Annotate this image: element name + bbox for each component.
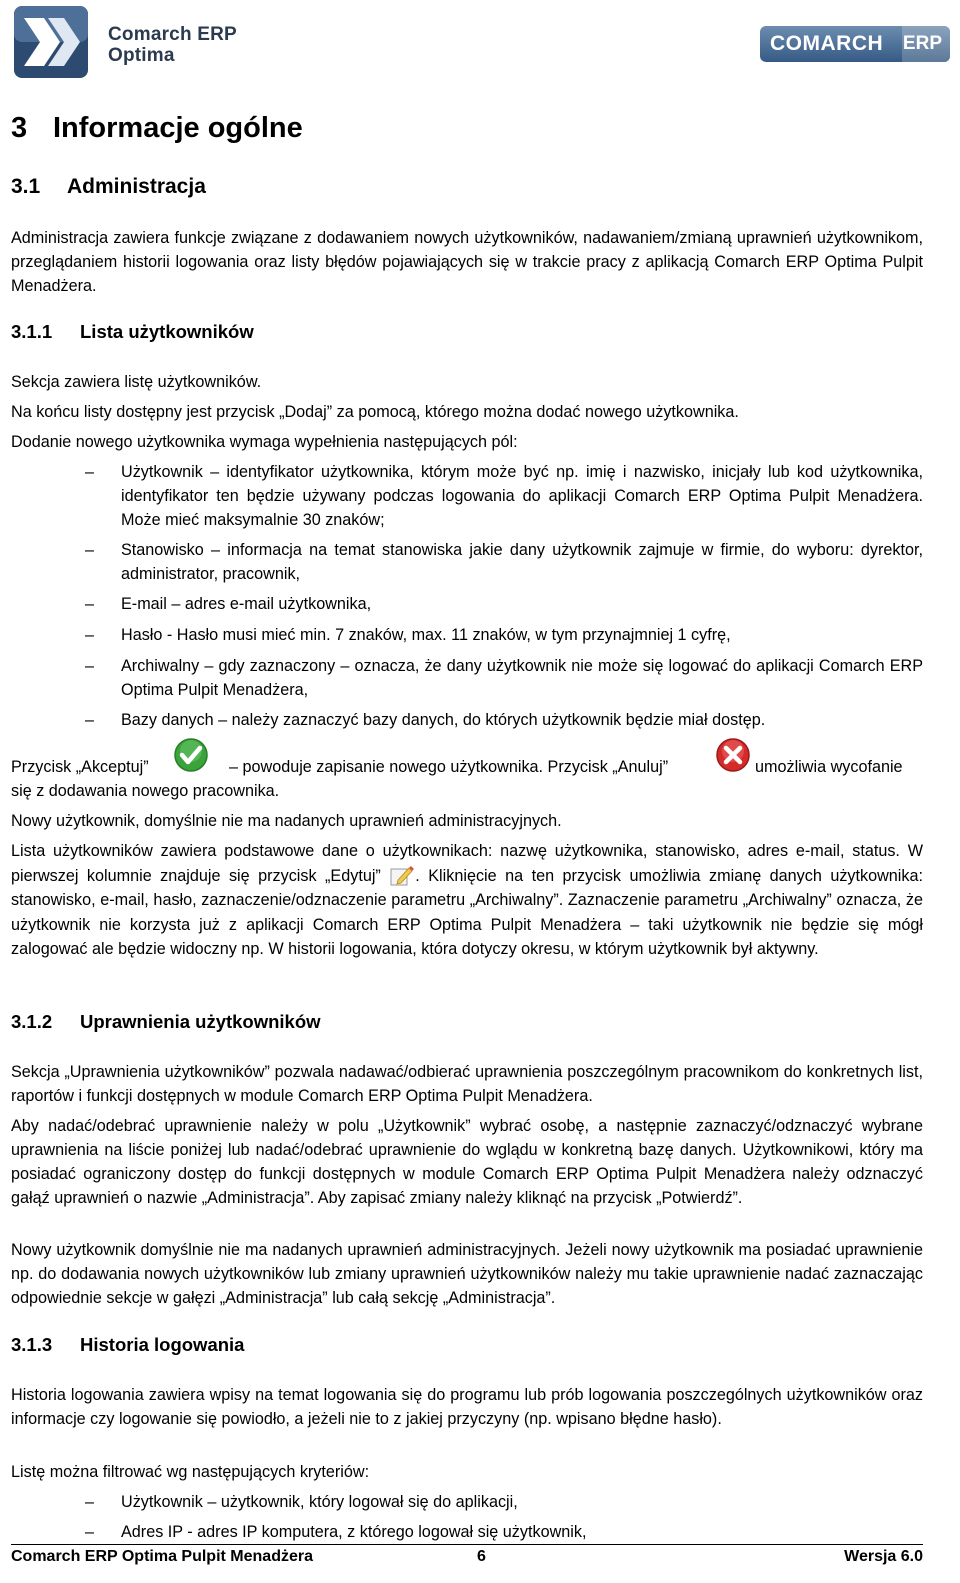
- comarch-erp-optima-logo: [14, 6, 254, 78]
- paragraph: Sekcja zawiera listę użytkowników.: [11, 373, 262, 391]
- paragraph: Nowy użytkownik, domyślnie nie ma nadanych uprawnień administracyjnych.: [11, 812, 562, 830]
- subsection-heading-3-1-1: 3.1.1 Lista użytkowników: [11, 321, 254, 342]
- document-page: Comarch ERP Optima COMARCH ERP 3 Informacje ogólne 3.1 Administracja Administracja zawiera funkcje związane z dodawaniem nowych użytkowników, nadawaniem/zmianą uprawnień użytkownikom, przeglądaniem historii logowania oraz listy błędów pojawiających się w trakcie pracy z aplikacją Comarch ERP Optima Pulpit Menadżera. 3.1.1 Lista użytkowników Sekcja zawiera listę użytkowników. Na końcu listy dostępny jest przycisk „Dodaj” za pomocą, którego można dodać nowego użytkownika. Dodanie nowego użytkownika wymaga wypełnienia następujących pól: – Użytkownik – identyfikator użytkownika, którym może być np. imię i nazwisko, inicjały lub kod użytkownika, identyfikator ten będzie używany podczas logowania do aplikacji Comarch ERP Optima Pulpit Menadżera. Może mieć maksymalnie 30 znaków; – Stanowisko – informacja na temat stanowiska jakie dany użytkownik zajmuje w firmie, do wyboru: dyrektor, administrator, pracownik, – E-mail – adres e-mail użytkownika, – Hasło - Hasło musi mieć min. 7 znaków, max. 11 znaków, w tym przynajmniej 1 cyfrę, – Archiwalny – gdy zaznaczony – oznacza, że dany użytkownik nie może się logować do aplikacji Comarch ERP Optima Pulpit Menadżera, – Bazy danych – należy zaznaczyć bazy danych, do których użytkownik będzie miał dostęp. Przycisk „Akceptuj” – powoduje zapisanie nowego użytkownika. Przycisk „Anuluj” umożliwia wycofanie się z dodawania nowego pracownika. Nowy użytkownik, domyślnie nie ma nadanych uprawnień administracyjnych. Lista użytkowników zawiera podstawowe dane o użytkownikach: nazwę użytkownika, stanowisko, adres e-mail, status. W pierwszej kolumnie znajduje się przycisk „Edytuj” . Kliknięcie na ten przycisk umożliwia zmianę danych użytkownika: stanowisko, e-mail, hasło, zaznaczenie/odznaczenie parametru „Archiwalny”. Zaznaczenie parametru „Archiwalny” oznacza, że użytkownik nie korzysta już z aplikacji Comarch ERP Optima Pulpit Menadżera – taki użytkownik nie będzie się mógł zalogować ale będzie widoczny np. W historii logowania, która dotyczy okresu, w którym użytkownik był aktywny. 3.1.2 Uprawnienia użytkowników Sekcja „Uprawnienia użytkowników” pozwala nadawać/odbierać uprawnienia poszczególnym pracownikom do konkretnych list, raportów i funkcji dostępnych w module Comarch ERP Optima Pulpit Menadżera. Aby nadać/odebrać uprawnienie należy w polu „Użytkownik” wybrać osobę, a następnie zaznaczyć/odznaczyć wybrane uprawnienia na liście poniżej lub nadać/odebrać uprawnienie do wglądu w konkretną bazę danych. Użytkownikowi, który ma posiadać ograniczony dostęp do funkcji dostępnych w module Comarch ERP Optima Pulpit Menadżera należy odznaczyć gałąź uprawnień o nazwie „Administracja”. Aby zapisać zmiany należy kliknąć na przycisk „Potwierdź”. Nowy użytkownik domyślnie nie ma nadanych uprawnień administracyjnych. Jeżeli nowy użytkownik ma posiadać uprawnienie np. do dodawania nowych użytkowników lub zmiany uprawnień użytkowników należy mu takie uprawnienie nadać zaznaczając odpowiednie sekcje w gałęzi „Administracja” lub całą sekcję „Administracja”. 3.1.3 Historia logowania Historia logowania zawiera wpisy na temat logowania się do programu lub prób logowania poszczególnych użytkowników oraz informacje czy logowanie się powiodło, a jeżeli nie to z jakiej przyczyny (np. wpisano błędne hasło). Listę można filtrować wg następujących kryteriów: – Użytkownik – użytkownik, który logował się do aplikacji, – Adres IP - adres IP komputera, z którego logował się użytkownik, Comarch ERP Optima Pulpit Menadżera 6 Wersja 6.0: [0, 0, 960, 1583]
- paragraph: Historia logowania zawiera wpisy na temat logowania się do programu lub prób logowania poszczególnych użytkowników oraz informacje czy logowanie się powiodło, a jeżeli nie to z jakiej przyczyny (np. wpisano błędne hasło).: [11, 1386, 923, 1428]
- footer-product: Comarch ERP Optima Pulpit Menadżera: [11, 1548, 313, 1565]
- paragraph: Aby nadać/odebrać uprawnienie należy w polu „Użytkownik” wybrać osobę, a następnie zaznaczyć/odznaczyć wybrane uprawnienia na liście poniżej lub nadać/odebrać uprawnienie do wglądu w konkretną bazę danych. Użytkownikowi, który ma posiadać ograniczony dostęp do funkcji dostępnych w module Comarch ERP Optima Pulpit Menadżera należy odznaczyć gałąź uprawnień o nazwie „Administracja”. Aby zapisać zmiany należy kliknąć na przycisk „Potwierdź”.: [11, 1117, 923, 1207]
- paragraph-accept-line1: Przycisk „Akceptuj” – powoduje zapisanie nowego użytkownika. Przycisk „Anuluj”: [11, 755, 923, 779]
- logo-left-text: Comarch ERP Optima: [108, 24, 237, 66]
- comarch-logo-text: COMARCH: [770, 32, 884, 55]
- footer-page-number: 6: [477, 1548, 486, 1565]
- edit-pencil-icon: [390, 865, 414, 887]
- paragraph: Nowy użytkownik domyślnie nie ma nadanych uprawnień administracyjnych. Jeżeli nowy użytkownik ma posiadać uprawnienie np. do dodawania nowych użytkowników lub zmiany uprawnień użytkowników należy mu takie uprawnienie nadać zaznaczając odpowiednie sekcje w gałęzi „Administracja” lub całą sekcję „Administracja”.: [11, 1241, 923, 1307]
- section-heading: 3 Informacje ogólne: [11, 112, 303, 144]
- subsection-heading-3-1: 3.1 Administracja: [11, 175, 206, 198]
- subsection-heading-3-1-2: 3.1.2 Uprawnienia użytkowników: [11, 1011, 321, 1032]
- subsection-heading-3-1-3: 3.1.3 Historia logowania: [11, 1334, 245, 1355]
- paragraph: Na końcu listy dostępny jest przycisk „Dodaj” za pomocą, którego można dodać nowego użytkownika.: [11, 403, 739, 421]
- administracja-intro: Administracja zawiera funkcje związane z dodawaniem nowych użytkowników, nadawaniem/zmianą uprawnień użytkownikom, przeglądaniem historii logowania oraz listy błędów pojawiających się w trakcie pracy z aplikacją Comarch ERP Optima Pulpit Menadżera.: [11, 229, 923, 295]
- paragraph: Sekcja „Uprawnienia użytkowników” pozwala nadawać/odbierać uprawnienia poszczególnym pracownikom do konkretnych list, raportów i funkcji dostępnych w module Comarch ERP Optima Pulpit Menadżera.: [11, 1063, 923, 1105]
- paragraph-user-list: Lista użytkowników zawiera podstawowe dane o użytkownikach: nazwę użytkownika, stanowisko, adres e-mail, status. W pierwszej kolumnie znajduje się przycisk „Edytuj” . Kliknięcie na ten przycisk umożliwia zmianę danych użytkownika: stanowisko, e-mail, hasło, zaznaczenie/odznaczenie parametru „Archiwalny”. Zaznaczenie parametru „Archiwalny” oznacza, że użytkownik nie korzysta już z aplikacji Comarch ERP Optima Pulpit Menadżera – taki użytkownik nie będzie się mógł zalogować ale będzie widoczny np. W historii logowania, która dotyczy okresu, w którym użytkownik był aktywny.: [11, 842, 923, 958]
- paragraph-accept-line2: umożliwia wycofanie się z dodawania nowego pracownika.: [11, 758, 903, 800]
- comarch-logo-erp: ERP: [902, 33, 942, 54]
- paragraph: Listę można filtrować wg następujących kryteriów:: [11, 1463, 370, 1481]
- optima-logo-icon: [14, 6, 88, 78]
- paragraph: Dodanie nowego użytkownika wymaga wypełnienia następujących pól:: [11, 433, 518, 451]
- page-footer: [11, 1546, 923, 1570]
- footer-version: Wersja 6.0: [844, 1548, 923, 1565]
- comarch-logo: [760, 26, 950, 62]
